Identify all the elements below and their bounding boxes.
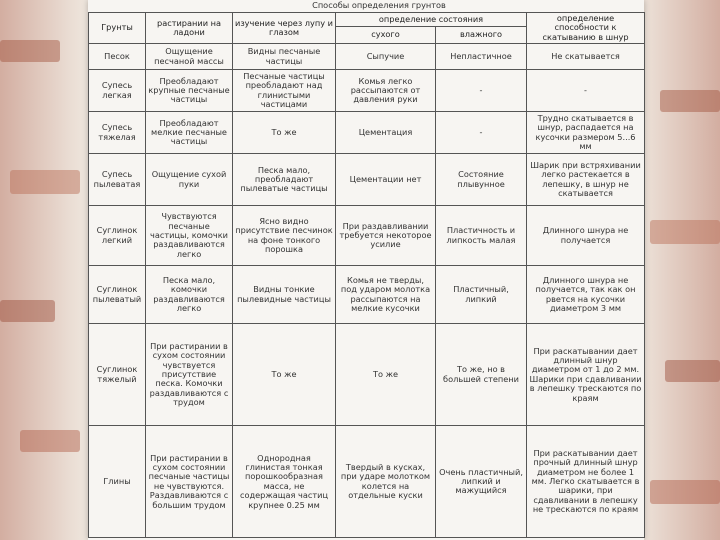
grinding-cell: Преобладают крупные песчаные частицы bbox=[146, 70, 233, 112]
study-cell: Видны песчаные частицы bbox=[233, 44, 336, 70]
table-row bbox=[89, 206, 645, 266]
table-row bbox=[89, 426, 645, 538]
brick-decoration bbox=[0, 300, 55, 322]
roll-cell: Трудно скатывается в шнур, распадается на кусочки размером 5...6 мм bbox=[527, 112, 645, 154]
roll-cell: - bbox=[527, 70, 645, 112]
soil-name: Супесь легкая bbox=[89, 70, 146, 112]
header-grinding: растирании на ладони bbox=[146, 13, 233, 44]
study-cell: Песчаные частицы преобладают над глинистыми частицами bbox=[233, 70, 336, 112]
brick-decoration bbox=[660, 90, 720, 112]
header-state-group: определение состояния bbox=[336, 13, 527, 27]
grinding-cell: При растирании в сухом состоянии чувствуется присутствие песка. Комочки раздавливаются с трудом bbox=[146, 324, 233, 426]
header-dry: сухого bbox=[336, 27, 436, 44]
dry-cell: То же bbox=[336, 324, 436, 426]
brick-decoration bbox=[650, 480, 720, 504]
table-row bbox=[89, 44, 645, 70]
dry-cell: Комья легко рассыпаются от давления руки bbox=[336, 70, 436, 112]
dry-cell: При раздавливании требуется некоторое усилие bbox=[336, 206, 436, 266]
soil-name: Глины bbox=[89, 426, 146, 538]
wet-cell: Пластичность и липкость малая bbox=[436, 206, 527, 266]
study-cell: Видны тонкие пылевидные частицы bbox=[233, 266, 336, 324]
dry-cell: Сыпучие bbox=[336, 44, 436, 70]
wet-cell: - bbox=[436, 70, 527, 112]
roll-cell: При раскатывании дает прочный длинный шнур диаметром не более 1 мм. Легко скатывается в шарики, при сдавливании в лепешку не трескаются по краям bbox=[527, 426, 645, 538]
roll-cell: При раскатывании дает длинный шнур диаметром от 1 до 2 мм. Шарики при сдавливании в лепешку трескаются по краям bbox=[527, 324, 645, 426]
soil-name: Супесь тяжелая bbox=[89, 112, 146, 154]
study-cell: То же bbox=[233, 324, 336, 426]
grinding-cell: Чувствуются песчаные частицы, комочки раздавливаются легко bbox=[146, 206, 233, 266]
wet-cell: Непластичное bbox=[436, 44, 527, 70]
table-caption: Способы определения грунтов bbox=[312, 0, 446, 10]
wet-cell: - bbox=[436, 112, 527, 154]
brick-decoration bbox=[20, 430, 80, 452]
soil-name: Суглинок тяжелый bbox=[89, 324, 146, 426]
brick-decoration bbox=[665, 360, 720, 382]
table-row bbox=[89, 112, 645, 154]
roll-cell: Не скатывается bbox=[527, 44, 645, 70]
study-cell: То же bbox=[233, 112, 336, 154]
soil-name: Песок bbox=[89, 44, 146, 70]
soil-name: Суглинок легкий bbox=[89, 206, 146, 266]
dry-cell: Цементация bbox=[336, 112, 436, 154]
grinding-cell: Ощущение песчаной массы bbox=[146, 44, 233, 70]
roll-cell: Длинного шнура не получается bbox=[527, 206, 645, 266]
brick-decoration bbox=[650, 220, 720, 244]
study-cell: Песка мало, преобладают пылеватые частицы bbox=[233, 154, 336, 206]
dry-cell: Цементации нет bbox=[336, 154, 436, 206]
table-row bbox=[89, 154, 645, 206]
grinding-cell: Ощущение сухой пуки bbox=[146, 154, 233, 206]
table-row bbox=[89, 266, 645, 324]
wet-cell: То же, но в большей степени bbox=[436, 324, 527, 426]
table-row bbox=[89, 70, 645, 112]
dry-cell: Комья не тверды, под ударом молотка рассыпаются на мелкие кусочки bbox=[336, 266, 436, 324]
soil-name: Суглинок пылеватый bbox=[89, 266, 146, 324]
header-wet: влажного bbox=[436, 27, 527, 44]
wet-cell: Пластичный, липкий bbox=[436, 266, 527, 324]
soil-name: Супесь пылеватая bbox=[89, 154, 146, 206]
roll-cell: Шарик при встряхивании легко растекается в лепешку, в шнур не скатывается bbox=[527, 154, 645, 206]
soil-identification-table bbox=[88, 12, 645, 538]
study-cell: Однородная глинистая тонкая порошкообразная масса, не содержащая частиц крупнее 0.25 мм bbox=[233, 426, 336, 538]
document-sheet bbox=[88, 0, 644, 540]
header-soils: Грунты bbox=[89, 13, 146, 44]
study-cell: Ясно видно присутствие песчинок на фоне тонкого порошка bbox=[233, 206, 336, 266]
wet-cell: Состояние плывунное bbox=[436, 154, 527, 206]
dry-cell: Твердый в кусках, при ударе молотком колется на отдельные куски bbox=[336, 426, 436, 538]
grinding-cell: Песка мало, комочки раздавливаются легко bbox=[146, 266, 233, 324]
brick-decoration bbox=[0, 40, 60, 62]
brick-decoration bbox=[10, 170, 80, 194]
wet-cell: Очень пластичный, липкий и мажущийся bbox=[436, 426, 527, 538]
roll-cell: Длинного шнура не получается, так как он рвется на кусочки диаметром 3 мм bbox=[527, 266, 645, 324]
grinding-cell: При растирании в сухом состоянии песчаные частицы не чувствуются. Раздавливаются с большим трудом bbox=[146, 426, 233, 538]
table-row bbox=[89, 324, 645, 426]
grinding-cell: Преобладают мелкие песчаные частицы bbox=[146, 112, 233, 154]
header-study: изучение через лупу и глазом bbox=[233, 13, 336, 44]
header-roll: определение способности к скатыванию в шнур bbox=[527, 13, 645, 44]
